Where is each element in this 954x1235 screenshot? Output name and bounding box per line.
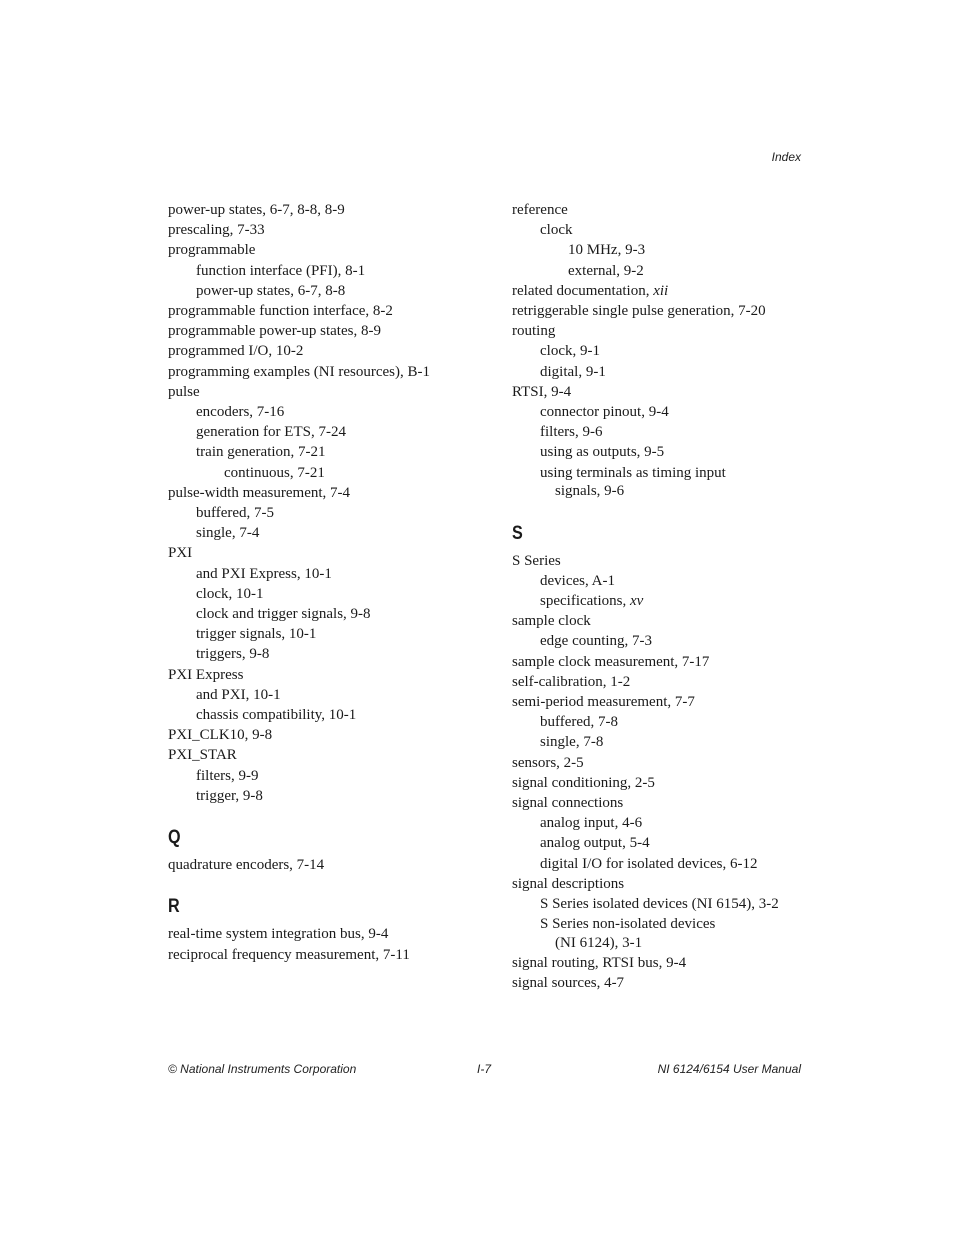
index-entry-text: related documentation, — [512, 282, 654, 299]
index-entry-text: devices, A-1 — [540, 572, 615, 589]
index-entry-text: analog output, 5-4 — [540, 835, 650, 852]
index-entry — [512, 240, 812, 260]
index-entry — [168, 766, 488, 786]
index-entry — [168, 665, 488, 685]
index-entry — [168, 685, 488, 705]
index-entry-text: power-up states, 6-7, 8-8 — [196, 282, 346, 299]
index-entry — [512, 712, 812, 732]
index-entry — [512, 463, 812, 483]
index-entry-text: PXI — [168, 545, 193, 562]
running-head: Index — [771, 150, 801, 164]
index-entry-text: chassis compatibility, 10-1 — [196, 707, 357, 724]
index-entry — [168, 240, 488, 260]
index-entry-text: using terminals as timing input — [540, 464, 726, 481]
index-entry-text: buffered, 7-8 — [540, 714, 619, 731]
section-heading-s: S — [512, 522, 523, 544]
index-entry — [512, 793, 812, 813]
index-entry-text: S Series isolated devices (NI 6154), 3-2 — [540, 896, 779, 912]
footer-manual-title: NI 6124/6154 User Manual — [657, 1062, 801, 1076]
index-entry-text: reference — [512, 202, 568, 218]
index-entry-text: programming examples (NI resources), B-1 — [168, 363, 431, 380]
index-entry-text: retriggerable single pulse generation, 7-20 — [512, 303, 766, 320]
index-entry-text: filters, 9-6 — [540, 424, 603, 441]
index-entry — [512, 481, 812, 501]
entries-s — [512, 551, 812, 994]
footer-copyright: © National Instruments Corporation — [168, 1062, 357, 1076]
index-entry — [512, 732, 812, 752]
index-entry — [168, 281, 488, 301]
index-entry-text: self-calibration, 1-2 — [512, 673, 631, 690]
index-entry-text: S Series non-isolated devices — [540, 916, 716, 933]
index-entry-text: single, 7-4 — [196, 525, 260, 542]
index-entry — [512, 402, 812, 422]
index-entry — [168, 362, 488, 382]
index-entry-text: trigger signals, 10-1 — [196, 626, 317, 643]
index-entry-text: PXI_CLK10, 9-8 — [168, 727, 273, 744]
index-entry-text: analog input, 4-6 — [540, 815, 643, 832]
index-entry-text: generation for ETS, 7-24 — [196, 424, 346, 441]
index-column-left — [168, 200, 488, 965]
index-entry-text: and PXI, 10-1 — [196, 686, 281, 703]
index-entry-text: triggers, 9-8 — [196, 646, 270, 663]
index-entry-text: PXI_STAR — [168, 747, 237, 764]
entries-p — [168, 200, 488, 806]
index-entry — [168, 945, 488, 965]
index-entry-text: power-up states, 6-7, 8-8, 8-9 — [168, 202, 345, 218]
index-entry-text: real-time system integration bus, 9-4 — [168, 926, 389, 943]
section-heading-q: Q — [168, 827, 181, 849]
index-entry-text: pulse — [168, 383, 200, 400]
index-entry — [512, 442, 812, 462]
index-entry-text: programmable — [168, 242, 256, 259]
index-entry — [168, 624, 488, 644]
index-entry-text: connector pinout, 9-4 — [540, 404, 669, 421]
index-entry — [168, 422, 488, 442]
index-entry-page-ref: xv — [629, 592, 644, 609]
index-entry-text: using as outputs, 9-5 — [540, 444, 665, 461]
index-entry-text: S Series — [512, 552, 561, 569]
index-entry — [168, 463, 488, 483]
index-entry — [512, 672, 812, 692]
index-entry-text: filters, 9-9 — [196, 767, 259, 784]
index-entry — [512, 551, 812, 571]
index-entry — [512, 933, 812, 953]
index-entry-text: semi-period measurement, 7-7 — [512, 693, 695, 710]
index-entry-text: signal sources, 4-7 — [512, 975, 625, 992]
index-entry-text: encoders, 7-16 — [196, 404, 285, 421]
index-entry — [512, 422, 812, 442]
index-entry-text: function interface (PFI), 8-1 — [196, 262, 366, 279]
index-entry — [512, 341, 812, 361]
index-entry — [168, 855, 488, 875]
index-entry — [168, 725, 488, 745]
index-entry-text: programmed I/O, 10-2 — [168, 343, 304, 360]
index-entry-text: (NI 6124), 3-1 — [555, 934, 643, 951]
index-entry — [512, 833, 812, 853]
index-entry — [168, 402, 488, 422]
index-entry-text: 10 MHz, 9-3 — [568, 242, 646, 259]
index-entry-text: sensors, 2-5 — [512, 754, 584, 771]
index-entry-text: clock — [540, 222, 573, 239]
index-entry — [168, 341, 488, 361]
index-entry — [512, 631, 812, 651]
index-entry-text: continuous, 7-21 — [224, 464, 325, 481]
index-entry — [168, 604, 488, 624]
index-entry-text: signal connections — [512, 794, 624, 811]
index-entry-text: signal conditioning, 2-5 — [512, 774, 655, 791]
index-entry — [168, 321, 488, 341]
index-entry — [512, 813, 812, 833]
index-entry-text: edge counting, 7-3 — [540, 633, 653, 650]
index-entry — [512, 611, 812, 631]
index-entry — [168, 442, 488, 462]
index-entry — [512, 692, 812, 712]
entries-q — [168, 855, 488, 875]
index-entry — [168, 564, 488, 584]
index-entry — [512, 200, 812, 220]
index-entry — [168, 745, 488, 765]
index-entry — [168, 523, 488, 543]
index-entry — [512, 753, 812, 773]
entries-r-right — [512, 200, 812, 502]
index-entry — [512, 894, 812, 914]
index-entry — [168, 543, 488, 563]
index-entry-text: RTSI, 9-4 — [512, 383, 572, 400]
index-entry — [168, 644, 488, 664]
index-entry-text: specifications, — [540, 592, 630, 609]
index-entry-text: PXI Express — [168, 666, 244, 683]
index-entry — [512, 914, 812, 934]
index-entry-page-ref: xii — [653, 282, 669, 299]
index-column-right — [512, 200, 812, 994]
index-entry — [512, 301, 812, 321]
index-entry-text: signals, 9-6 — [555, 483, 625, 500]
index-entry-text: routing — [512, 323, 556, 340]
index-entry-text: and PXI Express, 10-1 — [196, 565, 332, 582]
index-entry-text: prescaling, 7-33 — [168, 222, 265, 239]
index-entry — [168, 301, 488, 321]
index-entry-text: clock, 9-1 — [540, 343, 600, 360]
index-entry — [168, 503, 488, 523]
index-entry — [512, 281, 812, 301]
index-entry-text: programmable function interface, 8-2 — [168, 303, 393, 320]
index-entry-text: trigger, 9-8 — [196, 787, 263, 804]
index-entry-text: digital I/O for isolated devices, 6-12 — [540, 855, 758, 872]
index-entry — [168, 261, 488, 281]
index-entry — [512, 874, 812, 894]
index-entry-text: quadrature encoders, 7-14 — [168, 857, 325, 874]
index-entry — [512, 321, 812, 341]
index-entry-text: buffered, 7-5 — [196, 505, 275, 522]
index-entry-text: single, 7-8 — [540, 734, 604, 751]
index-entry-text: train generation, 7-21 — [196, 444, 326, 461]
index-entry-text: signal routing, RTSI bus, 9-4 — [512, 955, 687, 972]
footer-page-number: I-7 — [477, 1062, 492, 1076]
index-entry — [168, 220, 488, 240]
index-entry — [512, 854, 812, 874]
index-entry-text: digital, 9-1 — [540, 363, 606, 380]
index-entry-text: external, 9-2 — [568, 262, 644, 279]
index-entry — [512, 953, 812, 973]
index-entry-text: sample clock — [512, 613, 591, 630]
index-entry — [512, 362, 812, 382]
index-entry — [512, 973, 812, 993]
index-entry — [512, 261, 812, 281]
index-entry — [512, 652, 812, 672]
index-entry-text: pulse-width measurement, 7-4 — [168, 484, 351, 501]
section-heading-r: R — [168, 896, 180, 918]
index-entry-text: programmable power-up states, 8-9 — [168, 323, 381, 340]
index-entry — [168, 584, 488, 604]
index-entry — [168, 924, 488, 944]
index-entry — [512, 571, 812, 591]
index-entry-text: reciprocal frequency measurement, 7-11 — [168, 946, 410, 963]
index-entry — [512, 773, 812, 793]
index-entry-text: clock and trigger signals, 9-8 — [196, 606, 371, 623]
index-entry-text: clock, 10-1 — [196, 585, 264, 602]
index-entry — [168, 382, 488, 402]
index-entry-text: signal descriptions — [512, 875, 625, 892]
index-entry — [168, 786, 488, 806]
entries-r-left — [168, 924, 488, 964]
index-entry — [512, 591, 812, 611]
index-entry — [512, 382, 812, 402]
index-entry-text: sample clock measurement, 7-17 — [512, 653, 710, 670]
index-entry — [168, 200, 488, 220]
index-entry — [168, 483, 488, 503]
index-entry — [168, 705, 488, 725]
index-entry — [512, 220, 812, 240]
